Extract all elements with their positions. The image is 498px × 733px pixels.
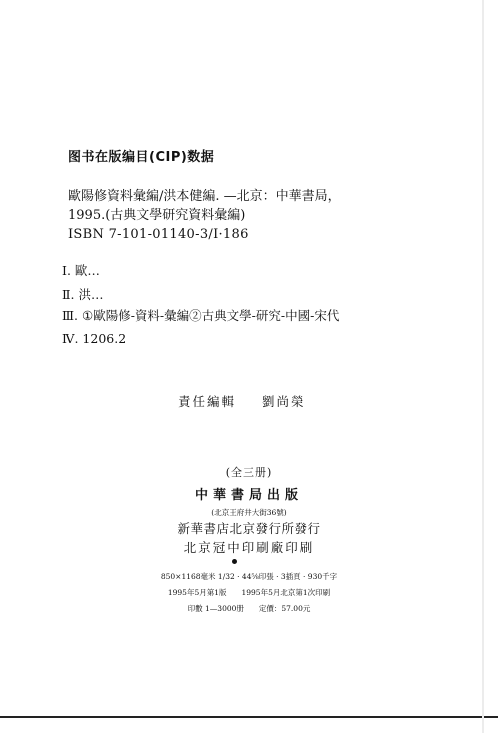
format-spec: 850×1168毫米 1/32 · 44⅝印張 · 3插頁 · 930千字 (160, 572, 338, 581)
bottom-rule (0, 716, 498, 718)
publisher-address: (北京王府井大街36號) (211, 508, 287, 517)
index-term-1: Ⅰ. 歐… (62, 263, 100, 278)
cip-title-line: 歐陽修資料彙編/洪本健編. —北京：中華書局， (68, 189, 341, 204)
editor-label: 責任編輯 (178, 394, 237, 409)
copies-price: 印數 1—3000册 定價：57.00元 (187, 604, 311, 613)
index-term-3: Ⅲ. ①歐陽修-資料-彙編②古典文學-研究-中國-宋代 (62, 308, 340, 323)
distributor: 新華書店北京發行所發行 (177, 521, 321, 536)
cip-series-line: 1995.(古典文學研究資料彙編) (68, 208, 246, 223)
bullet-dot-icon (232, 559, 237, 564)
index-term-2: Ⅱ. 洪… (62, 287, 104, 302)
printer: 北京冠中印刷廠印刷 (183, 540, 315, 555)
volume-count: (全三册) (225, 466, 273, 479)
page-edge (482, 0, 484, 733)
cip-isbn: ISBN 7-101-01140-3/Ⅰ·186 (68, 227, 249, 242)
index-term-4: Ⅳ. 1206.2 (62, 331, 127, 346)
publisher: 中華書局出版 (194, 488, 303, 503)
edition-info: 1995年5月第1版 1995年5月北京第1次印刷 (167, 588, 331, 597)
editor-name: 劉尚榮 (262, 394, 306, 409)
cip-heading: 图书在版编目(CIP)数据 (68, 150, 215, 165)
